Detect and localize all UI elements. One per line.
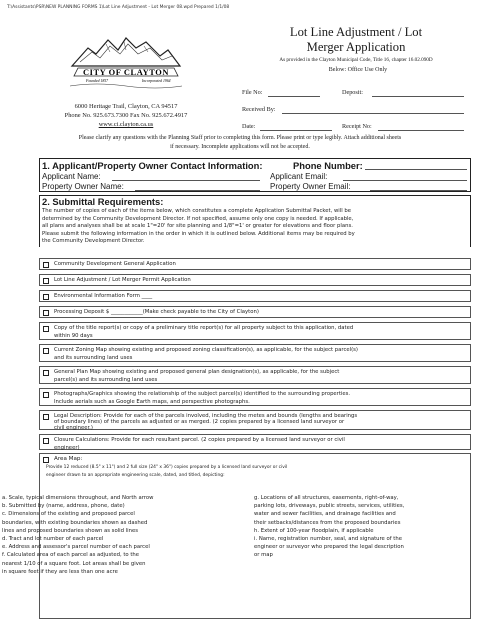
- lot-line-permit-application-checkbox[interactable]: [43, 278, 49, 284]
- file-path-header: T:\Assistants\PSR\NEW PLANNING FORMS 1\Lot Line Adjustment - Lot Merger 08.wpd Prepared 1/1/08: [7, 5, 230, 10]
- title-report-checkbox[interactable]: [43, 326, 49, 332]
- intro-line: all plans and analyses shall be at scale 1"=20' for site planning and 1/8"=1' or greater for elevations and floor plans.: [42, 223, 353, 230]
- owner-email-label: Property Owner Email:: [270, 182, 351, 191]
- file-no-label: File No:: [242, 89, 263, 96]
- intro-line: The number of copies of each of the items below, which constitutes a complete Application Submittal Packet, will be: [42, 208, 352, 214]
- section2-heading: 2. Submittal Requirements:: [42, 196, 164, 207]
- deposit-label: Deposit:: [342, 89, 363, 96]
- applicant-email-label: Applicant Email:: [270, 172, 328, 181]
- checklist-line: within 90 days: [54, 332, 93, 339]
- form-instructions: [8, 134, 472, 151]
- area-map-list-item: lines and proposed boundaries shown as solid lines: [2, 527, 138, 534]
- date-label: Date:: [242, 123, 256, 130]
- environmental-form-text: [54, 293, 152, 301]
- area-map-title: Area Map:: [54, 456, 83, 462]
- intro-line: determined by the Community Development Director. If not specified, assume only one copy is needed. If applicable,: [42, 215, 354, 222]
- file-no-field[interactable]: [268, 96, 320, 97]
- applicant-name-label: Applicant Name:: [42, 172, 101, 181]
- checklist-line: civil engineer.): [54, 425, 93, 432]
- zoning-map-text: [54, 347, 358, 362]
- title-report-text: [54, 325, 353, 340]
- area-map-item: [2, 453, 471, 619]
- general-plan-map-checkbox[interactable]: [43, 370, 49, 376]
- area-map-list-item: d. Tract and lot number of each parcel: [2, 536, 104, 543]
- checklist-line: Copy of the title report(s) or copy of a preliminary title report(s) for all property subject to this application, dated: [54, 325, 354, 331]
- checklist-line: Lot Line Adjustment / Lot Merger Permit Application: [54, 277, 191, 283]
- area-map-list-item: boundaries, with existing boundaries shown as dashed: [2, 519, 148, 526]
- owner-email-field[interactable]: [370, 190, 467, 191]
- checklist-item-title-report: [39, 322, 471, 340]
- city-website-link[interactable]: www.ci.clayton.ca.us: [98, 121, 154, 128]
- owner-name-field[interactable]: [135, 190, 260, 191]
- zoning-map-checkbox[interactable]: [43, 348, 49, 354]
- area-map-list-item: nearest 1/10 of a square foot. Lot areas shall be given: [2, 560, 146, 567]
- environmental-form-checkbox[interactable]: [43, 294, 49, 300]
- city-phone-fax: Phone No. 925.673.7300 Fax No. 925.672.4917: [64, 112, 188, 119]
- phone-field[interactable]: [365, 169, 467, 170]
- instructions-line2: if necessary. Incomplete applications will not be accepted.: [170, 143, 310, 150]
- area-map-desc2: engineer drawn to an appropriate engineering scale, dated, and titled, depicting:: [46, 473, 225, 478]
- checklist-line: engineer): [54, 444, 80, 451]
- section2-intro: [42, 208, 355, 246]
- checklist-item-environmental-form: [39, 290, 471, 302]
- general-plan-map-text: [54, 369, 339, 384]
- checklist-item-zoning-map: [39, 344, 471, 362]
- lot-line-permit-application-text: [54, 277, 191, 285]
- checklist-line: Legal Description: Provide for each of the parcels involved, including the metes and bounds (lengths and bearings: [54, 413, 358, 419]
- deposit-field[interactable]: [372, 96, 464, 97]
- general-application-text: [54, 261, 176, 269]
- form-title-line1: Lot Line Adjustment / Lot: [289, 25, 423, 39]
- logo-founded: Founded 1857: [86, 79, 109, 83]
- intro-line: Please submit the following information in the order in which it is outlined below. Additional items may be required by: [42, 230, 355, 237]
- logo-incorporated: Incorporated 1964: [142, 79, 171, 83]
- form-title-line2: Merger Application: [306, 40, 406, 54]
- area-map-desc1: Provide 12 reduced (8.5" x 11") and 2 full size (24" x 36") copies prepared by a licensed land surveyor or civil: [46, 465, 288, 470]
- applicant-name-field[interactable]: [112, 180, 260, 181]
- area-map-list-item: a. Scale, typical dimensions throughout, and North arrow: [2, 495, 154, 501]
- processing-deposit-checkbox[interactable]: [43, 310, 49, 316]
- checklist-item-processing-deposit: [39, 306, 471, 318]
- area-map-list-item: i. Name, registration number, seal, and signature of the: [254, 536, 402, 543]
- intro-line: the Community Development Director.: [42, 238, 145, 245]
- checklist-line: Include aerials such as Google Earth maps, and perspective photographs.: [54, 398, 250, 405]
- area-map-list-item: water and sewer facilities, and drainage facilities and: [254, 511, 396, 518]
- logo-title: CITY OF CLAYTON: [82, 68, 170, 77]
- checklist-item-closure-calculations: [39, 434, 471, 450]
- city-address: 6000 Heritage Trail, Clayton, CA 94517: [74, 103, 178, 110]
- general-application-checkbox[interactable]: [43, 262, 49, 268]
- checklist-line: Current Zoning Map showing existing and proposed zoning classification(s), as applicable, for the subject parcel(s): [54, 347, 358, 353]
- checklist-line: General Plan Map showing existing and proposed general plan designation(s), as applicable, for the subject: [54, 369, 340, 375]
- processing-deposit-text: [54, 309, 259, 317]
- area-map-list-item: their setbacks/distances from the proposed boundaries: [254, 519, 401, 526]
- checklist-line: Community Development General Application: [54, 261, 176, 267]
- area-map-list-right: [254, 494, 404, 560]
- legal-description-checkbox[interactable]: [43, 414, 49, 420]
- area-map-list-item: g. Locations of all structures, easements, right-of-way,: [254, 495, 399, 501]
- checklist-line: and its surrounding land uses: [54, 354, 133, 361]
- legal-description-text: [54, 413, 357, 432]
- area-map-checkbox[interactable]: [43, 457, 49, 463]
- city-of-clayton-logo: [66, 32, 186, 90]
- area-map-list-item: or map: [254, 552, 273, 559]
- checklist-item-legal-description: [39, 410, 471, 430]
- photographs-graphics-checkbox[interactable]: [43, 392, 49, 398]
- closure-calculations-text: [54, 437, 345, 452]
- area-map-list-item: b. Submitted by (name, address, phone, date): [2, 503, 125, 510]
- office-use-label: Below: Office Use Only: [328, 67, 388, 73]
- checklist-line: Processing Deposit $ ____________(Make check payable to the City of Clayton): [54, 309, 259, 315]
- receipt-no-label: Receipt No:: [342, 123, 372, 130]
- checklist-line: parcel(s) and its surrounding land uses: [54, 376, 158, 383]
- checklist-item-general-application: [39, 258, 471, 270]
- municipal-code-reference: As provided in the Clayton Municipal Code, Title 16, chapter 16.02.090D: [279, 57, 433, 63]
- closure-calculations-checkbox[interactable]: [43, 438, 49, 444]
- checklist-line: Closure Calculations: Provide for each resultant parcel. (2 copies prepared by a licensed land surveyor or civil: [54, 437, 345, 443]
- area-map-list-item: e. Address and assessor's parcel number of each parcel: [2, 544, 150, 551]
- applicant-email-field[interactable]: [343, 180, 467, 181]
- section-contact-info: [39, 158, 471, 192]
- checklist-item-general-plan-map: [39, 366, 471, 384]
- owner-name-label: Property Owner Name:: [42, 182, 124, 191]
- checklist-item-photographs-graphics: [39, 388, 471, 406]
- checklist-item-lot-line-permit-application: [39, 274, 471, 286]
- instructions-line1: Please clarify any questions with the Planning Staff prior to completing this form. Please print or type legibly. Attach additional sheets: [78, 135, 402, 141]
- area-map-list-item: parking lots, driveways, public streets, services, utilities,: [254, 503, 405, 510]
- received-by-label: Received By:: [242, 106, 276, 113]
- phone-label: Phone Number:: [293, 160, 363, 171]
- area-map-list-item: h. Extent of 100-year floodplain, if applicable: [254, 527, 374, 534]
- area-map-list-item: c. Dimensions of the existing and proposed parcel: [2, 511, 135, 518]
- photographs-graphics-text: [54, 391, 350, 406]
- area-map-list-item: in square feet if they are less than one acre: [2, 568, 118, 575]
- area-map-list-left: [2, 494, 153, 576]
- checklist-line: Photographs/Graphics showing the relationship of the subject parcel(s) identified to the surrounding properties.: [54, 391, 351, 397]
- checklist-line: of boundary lines) of the parcels as adjusted or as merged. (2 copies prepared by a licensed land surveyor or: [54, 419, 345, 426]
- area-map-list-item: f. Calculated area of each parcel as adjusted, to the: [2, 552, 140, 559]
- date-field[interactable]: [260, 130, 332, 131]
- receipt-no-field[interactable]: [378, 130, 464, 131]
- received-by-field[interactable]: [282, 113, 464, 114]
- checklist-line: Environmental Information Form ____: [54, 293, 153, 299]
- section1-heading: 1. Applicant/Property Owner Contact Information:: [42, 160, 263, 171]
- section-submittal-requirements: [39, 195, 471, 247]
- area-map-list-item: engineer or surveyor who prepared the legal description: [254, 544, 404, 551]
